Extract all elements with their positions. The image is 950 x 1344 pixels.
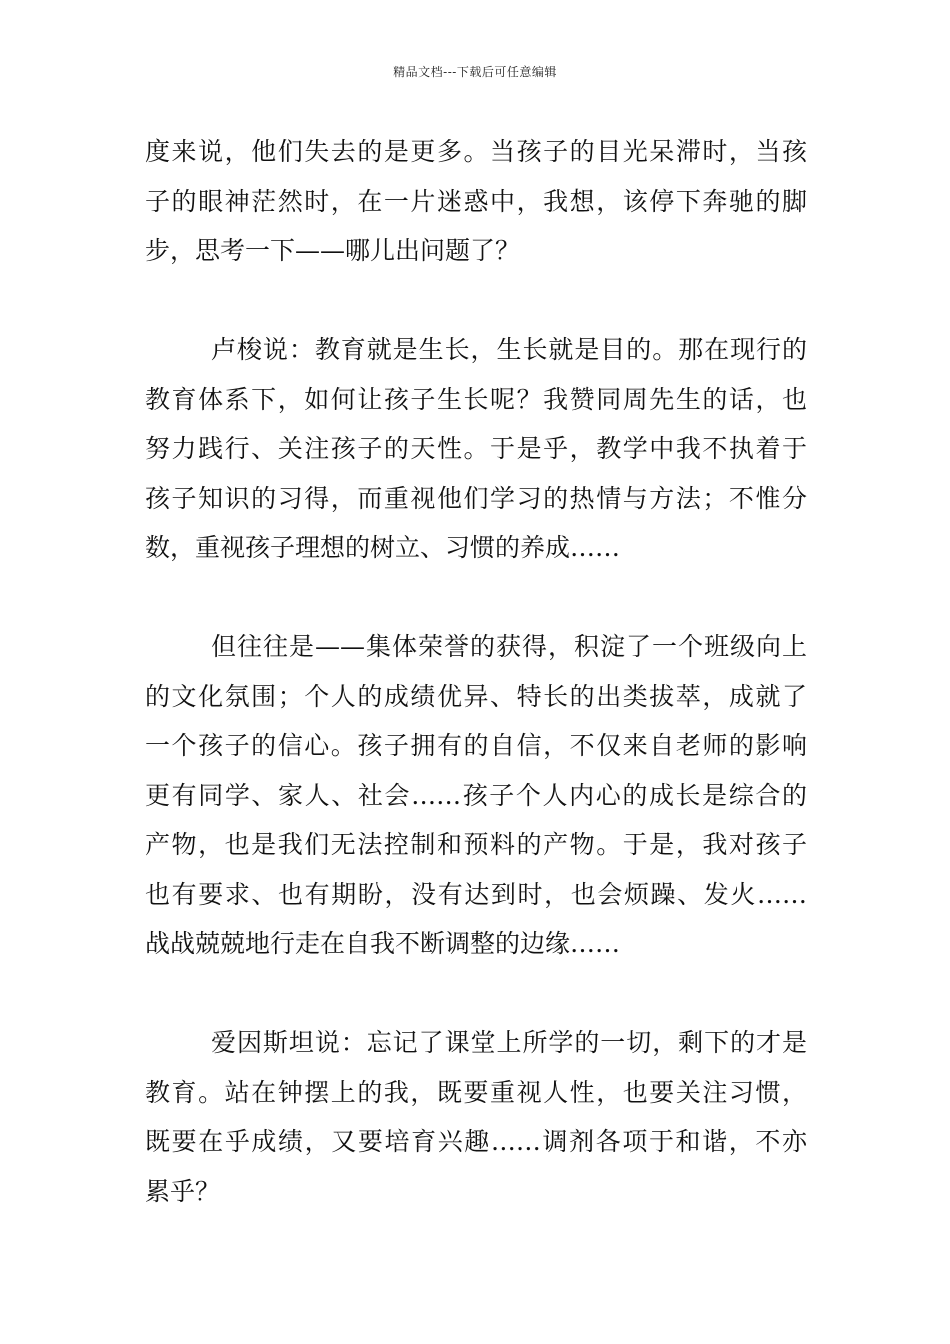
text-line: 子的眼神茫然时，在一片迷惑中，我想，该停下奔驰的脚 — [145, 186, 807, 216]
text-line: 一个孩子的信心。孩子拥有的自信，不仅来自老师的影响 — [145, 731, 807, 760]
paragraph — [145, 1018, 807, 1216]
text-line: 努力践行、关注孩子的天性。于是乎，教学中我不执着于 — [145, 434, 807, 463]
paragraph — [145, 325, 807, 573]
text-line: 累乎？ — [145, 1176, 221, 1206]
text-line: 的文化氛围；个人的成绩优异、特长的出类拔萃，成就了 — [145, 681, 807, 711]
text-line: 产物，也是我们无法控制和预料的产物。于是，我对孩子 — [145, 830, 807, 859]
text-line: 既要在乎成绩，又要培育兴趣……调剂各项于和谐，不亦 — [145, 1127, 807, 1156]
text-line: 也有要求、也有期盼，没有达到时，也会烦躁、发火…… — [145, 879, 807, 909]
text-line: 卢梭说：教育就是生长，生长就是目的。那在现行的 — [211, 335, 807, 364]
paragraph-gap — [145, 969, 807, 1019]
paragraph — [145, 622, 807, 969]
paragraph-gap — [145, 276, 807, 326]
paragraph — [145, 127, 807, 276]
text-line: 更有同学、家人、社会……孩子个人内心的成长是综合的 — [145, 780, 807, 810]
paragraph-gap — [145, 573, 807, 623]
text-line: 度来说，他们失去的是更多。当孩子的目光呆滞时，当孩 — [145, 137, 807, 166]
text-line: 教育。站在钟摆上的我，既要重视人性，也要关注习惯， — [145, 1077, 807, 1107]
page-header: 精品文档---下载后可任意编辑 — [393, 65, 557, 79]
text-line: 数，重视孩子理想的树立、习惯的养成…… — [145, 533, 621, 562]
text-line: 战战兢兢地行走在自我不断调整的边缘…… — [145, 929, 621, 958]
text-line: 孩子知识的习得，而重视他们学习的热情与方法；不惟分 — [145, 483, 807, 513]
text-line: 教育体系下，如何让孩子生长呢？我赞同周先生的话，也 — [145, 384, 807, 414]
text-line: 步，思考一下——哪儿出问题了？ — [145, 236, 521, 265]
text-line: 爱因斯坦说：忘记了课堂上所学的一切，剩下的才是 — [211, 1028, 807, 1057]
text-line: 但往往是——集体荣誉的获得，积淀了一个班级向上 — [211, 632, 807, 661]
document-body — [145, 127, 807, 1216]
